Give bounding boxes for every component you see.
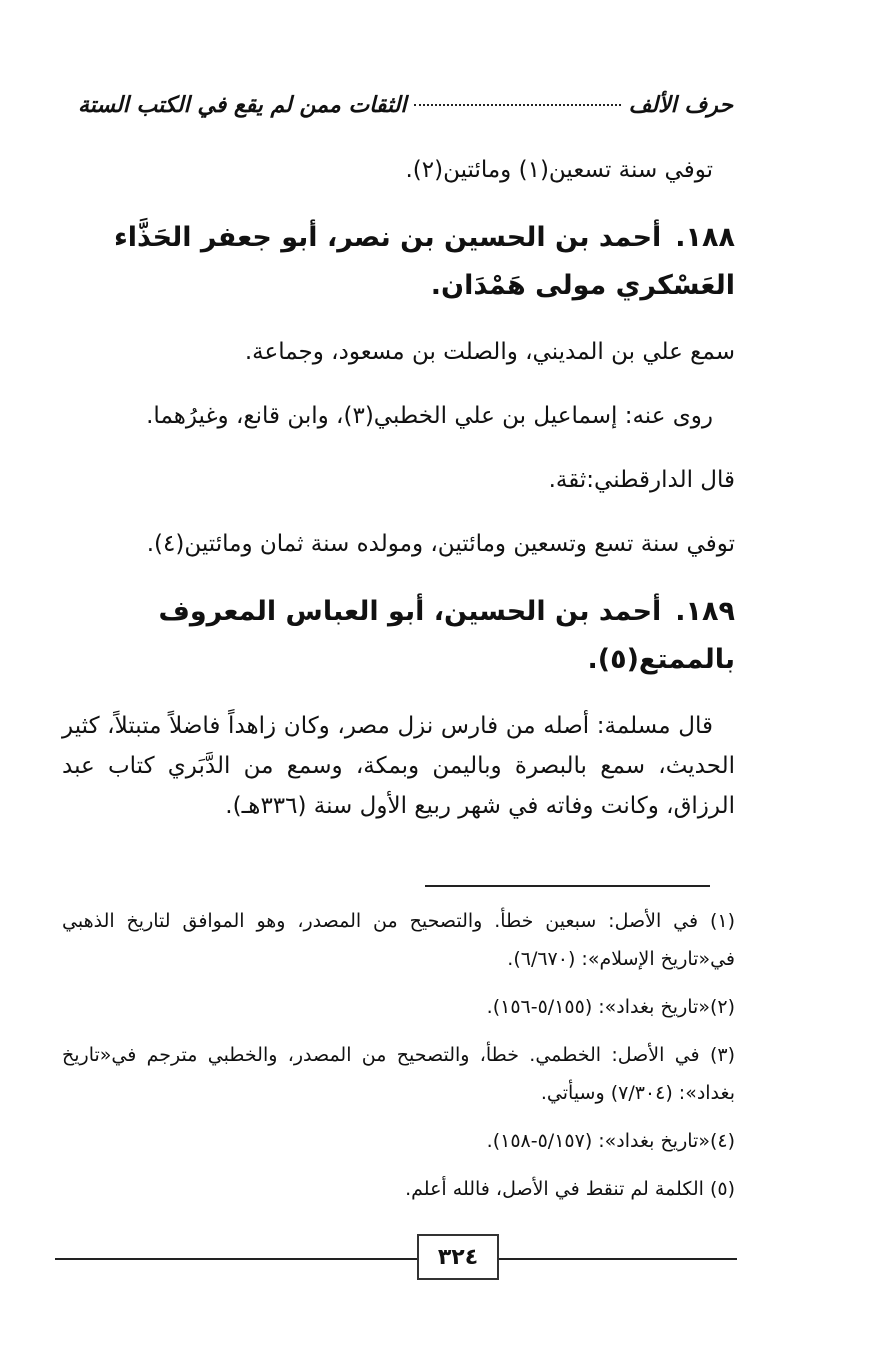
entry-name: أحمد بن الحسين، أبو العباس المعروف بالممتع(٥). bbox=[158, 596, 735, 675]
entry-188-teachers: سمع علي بن المديني، والصلت بن مسعود، وجماعة. bbox=[244, 339, 735, 365]
header-book-title: الثقات ممن لم يقع في الكتب الستة bbox=[78, 92, 407, 118]
running-header bbox=[78, 92, 733, 132]
footnote-2: (٢)«تاريخ بغداد»: (٥/١٥٥-١٥٦). bbox=[486, 996, 735, 1018]
footer-rule bbox=[55, 1258, 737, 1260]
entry-188-death: توفي سنة تسع وتسعين ومائتين، ومولده سنة ثمان ومائتين(٤). bbox=[146, 531, 735, 557]
entry-188-students: روى عنه: إسماعيل بن علي الخطبي(٣)، وابن قانع، وغيرُهما. bbox=[146, 403, 713, 429]
entry-number: ١٨٨. bbox=[675, 222, 735, 253]
entry-188-heading bbox=[62, 214, 735, 310]
entry-number: ١٨٩. bbox=[675, 596, 735, 627]
footnote-4: (٤)«تاريخ بغداد»: (٥/١٥٧-١٥٨). bbox=[486, 1130, 735, 1152]
footnote-1: (١) في الأصل: سبعين خطأ. والتصحيح من المصدر، وهو الموافق لتاريخ الذهبي في«تاريخ الإسلام»: (٦/٦٧٠). bbox=[62, 910, 735, 970]
continuation-line: توفي سنة تسعين(١) ومائتين(٢). bbox=[405, 157, 713, 183]
footnote-separator bbox=[425, 885, 710, 887]
header-chapter: حرف الألف bbox=[628, 92, 733, 118]
page-footer bbox=[55, 1232, 737, 1282]
footnotes bbox=[62, 902, 735, 1218]
footnote-3: (٣) في الأصل: الخطمي. خطأ، والتصحيح من المصدر، والخطبي مترجم في«تاريخ بغداد»: (٧/٣٠٤) وسيأتي. bbox=[62, 1044, 735, 1104]
page-number: ٣٢٤ bbox=[417, 1234, 499, 1280]
entry-name: أحمد بن الحسين بن نصر، أبو جعفر الحَذَّاء العَسْكري مولى هَمْدَان. bbox=[114, 222, 735, 301]
footnote-5: (٥) الكلمة لم تنقط في الأصل، فالله أعلم. bbox=[405, 1178, 735, 1200]
entry-189-bio: قال مسلمة: أصله من فارس نزل مصر، وكان زاهداً فاضلاً متبتلاً، كثير الحديث، سمع بالبصرة وباليمن وبمكة، وسمع من الدَّبَري كتاب عبد الرزاق، وكانت وفاته في شهر ربيع الأول سنة (٣٣٦هـ). bbox=[62, 713, 735, 819]
main-text bbox=[62, 150, 735, 850]
entry-189-heading bbox=[62, 588, 735, 684]
header-dot-leader bbox=[414, 104, 620, 106]
entry-188-grading: قال الدارقطني:ثقة. bbox=[548, 467, 735, 493]
